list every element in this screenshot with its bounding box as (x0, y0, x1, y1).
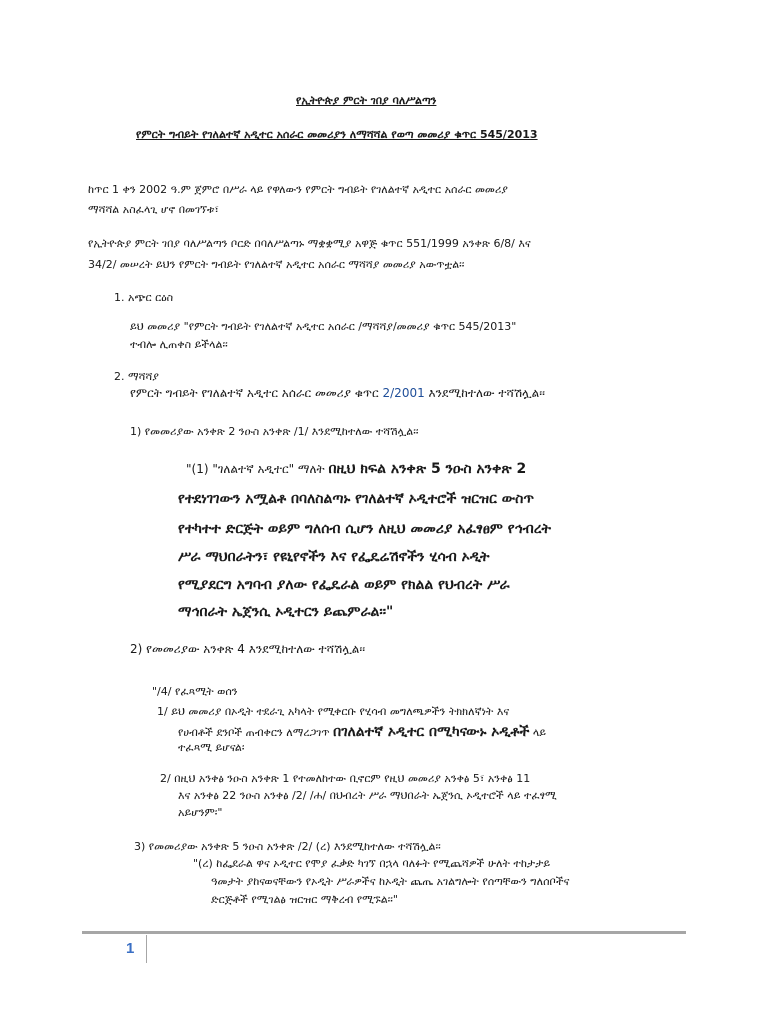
quote-line: ዓመታት ያከናወናቸውን የኦዲት ሥራዎችና ከኦዲት ጨጤ አገልግሎት የሰጣቸውን ግለሰቦችና (211, 875, 570, 888)
quote-line: 1/ ይህ መመሪያ በኦዲት ተደራጊ አካላት የሚቀርቡ የሂሳብ መግለጫዎችን ትክክለኛነት እና (157, 705, 510, 718)
doc-title: የኢትዮጵያ ምርት ገበያ ባለሥልጣን (296, 94, 437, 107)
section-text-part: እንደሚከተለው ተሻሽሏል፡፡ (424, 386, 545, 400)
quote-line: "(ረ) ከፌደራል ዋና ኦዲተር የሞያ ፈቃድ ካገኘ በኋላ ባለፉት የሚጨሻዎች ሁለት ተከታታይ (193, 857, 551, 870)
footer-separator (146, 935, 147, 963)
footer-divider (82, 931, 686, 934)
item-heading: 3) የመመሪያው አንቀጽ 5 ንዑስ አንቀጽ /2/ (ረ) እንደሚከተለው ተሻሽሏል፡፡ (134, 840, 441, 853)
item-heading: 1) የመመሪያው አንቀጽ 2 ንዑስ አንቀጽ /1/ እንደሚከተለው ተሻሽሏል፡፡ (130, 425, 419, 438)
quote-line: እና አንቀፅ 22 ንዑስ አንቀፅ /2/ /ሐ/ በህብረት ሥራ ማህበራት ኤጀንሲ ኦዲተሮች ላይ ተፈፃሚ (178, 789, 557, 802)
section-heading: 1. አጭር ርዕስ (114, 291, 174, 304)
doc-subtitle: የምርት ግብይት የገለልተኛ አዲተር አሰራር መመሪያን ለማሻሻል የወጣ መመሪያ ቁጥር 545/2013 (136, 128, 538, 141)
quote-line: ሥራ ማህበራትን፣ የዩኒየኖችን እና የፌዴሬሽኖችን ሂሳብ ኦዲት (178, 549, 490, 565)
quote-part: በዚህ ክፍል አንቀጽ 5 ንዑስ አንቀጽ 2 (328, 461, 527, 477)
section-text (130, 386, 545, 400)
quote-part: የሀብቶች ደንቦች ጠብቀርን ለማረጋገጥ (178, 726, 334, 739)
quote-part: ላይ (529, 726, 547, 739)
section-text: ተብሎ ሊጠቀስ ይችላል፡፡ (130, 338, 228, 351)
section-text-part: የምርት ግብይት የገለልተኛ አዲተር አሰራር መመሪያ ቁጥር (130, 386, 383, 400)
intro-line: ማሻሻል አስፈላጊ ሆኖ በመገኘቱ፣ (88, 203, 219, 216)
quote-line: ማኅበራት ኤጀንሲ ኦዲተርን ይጨምራል፡፡" (178, 604, 394, 620)
quote-line: አይሆንም፡" (178, 806, 223, 819)
quote-line: የተካተተ ድርጅት ወይም ግለሰብ ሲሆን ለዚህ መመሪያ አፈፃፀም የኅብረት (178, 521, 552, 537)
quote-line: የሚያደርግ አግባብ ያለው የፌዴራል ወይም የክልል የህብረት ሥራ (178, 577, 510, 593)
quote-heading: "/4/ የፈጻሚት ወሰን (152, 685, 238, 698)
intro-line: የኢትዮጵያ ምርት ገበያ ባለሥልጣን ቦርድ በባለሥልጣኑ ማቋቋሚያ አዋጅ ቁጥር 551/1999 አንቀጽ 6/8/ እና (88, 237, 531, 250)
quote-line (186, 460, 526, 478)
section-heading: 2. ማሻሻያ (114, 370, 159, 383)
quote-line: የተደነገገውን አሟልቶ በባለስልጣኑ የገለልተኛ ኦዲተሮች ዝርዝር ውስጥ (178, 491, 535, 507)
item-heading: 2) የመመሪያው አንቀጽ 4 እንደሚከተለው ተሻሽሏል፡፡ (130, 642, 366, 656)
quote-line: ድርጅቶች የሚገልፅ ዝርዝር ማቅረብ የሚኙል፡፡" (211, 893, 398, 906)
page-number: 1 (126, 940, 135, 957)
quote-line: 2/ በዚህ አንቀፅ ንዑስ አንቀጽ 1 የተመለከተው ቢኖርም የዚህ መመሪያ አንቀፅ 5፣ አንቀፅ 11 (160, 772, 531, 785)
quote-part: "(1) "ገለልተኛ አዲተር" ማለት (186, 462, 329, 476)
intro-line: ከጥር 1 ቀን 2002 ዓ.ም ጀምሮ በሥራ ላይ የዋለውን የምርት ግብይት የገለልተኛ አዲተር አሰራር መመሪያ (88, 183, 508, 196)
quote-line (178, 723, 546, 741)
directive-number: 2/2001 (382, 386, 425, 400)
intro-line: 34/2/ መሠረት ይህን የምርት ግብይት የገለልተኛ አዲተር አሰራር ማሻሻያ መመሪያ አውጥቷል፡፡ (88, 258, 465, 271)
section-text: ይህ መመሪያ "የምርት ግብይት የገለልተኛ አዲተር አሰራር /ማሻሻያ/መመሪያ ቁጥር 545/2013" (130, 320, 517, 333)
quote-emphasis: በገለልተኛ ኦዲተር በሚካናውኑ ኦዲቶች (333, 724, 530, 740)
quote-line: ተፈጻሚ ይሆናል፡ (178, 741, 245, 754)
